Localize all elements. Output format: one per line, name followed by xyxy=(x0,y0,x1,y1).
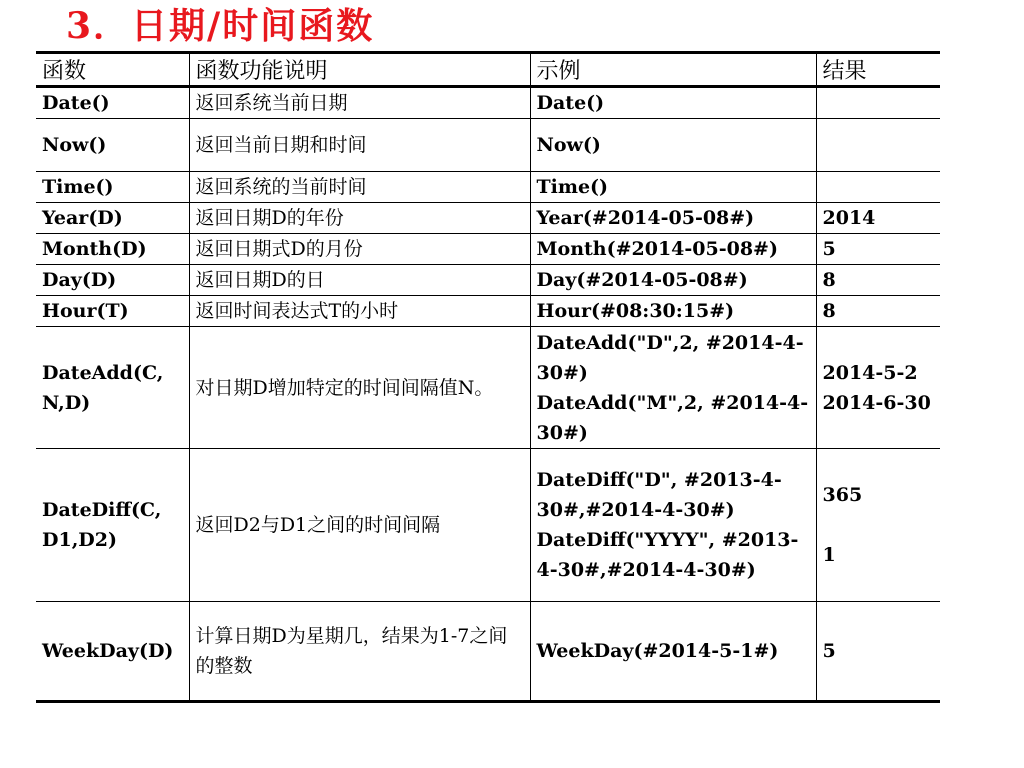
cell-function: Hour(T) xyxy=(36,296,189,327)
cell-description: 返回日期D的年份 xyxy=(189,203,530,234)
cell-function: Time() xyxy=(36,172,189,203)
example-line: DateDiff("D", #2013-4-30#,#2014-4-30#) xyxy=(536,469,782,521)
table-row xyxy=(36,203,940,234)
cell-result xyxy=(816,327,940,449)
result-line: 2014-5-2 xyxy=(822,361,918,384)
cell-description: 返回系统当前日期 xyxy=(189,87,530,119)
slide-title: 3．日期/时间函数 xyxy=(66,5,375,47)
example-line: DateAdd("M",2, #2014-4-30#) xyxy=(536,391,809,444)
table-row xyxy=(36,119,940,172)
table-header-row xyxy=(36,53,940,87)
cell-result xyxy=(816,172,940,203)
cell-description: 返回日期D的日 xyxy=(189,265,530,296)
table-row xyxy=(36,234,940,265)
cell-result: 8 xyxy=(816,296,940,327)
cell-description: 返回D2与D1之间的时间间隔 xyxy=(189,449,530,602)
header-function: 函数 xyxy=(36,53,189,87)
cell-example: Time() xyxy=(530,172,816,203)
cell-description: 返回时间表达式T的小时 xyxy=(189,296,530,327)
cell-example: Hour(#08:30:15#) xyxy=(530,296,816,327)
cell-function: Date() xyxy=(36,87,189,119)
cell-function: DateAdd(C, N,D) xyxy=(36,327,189,449)
cell-result xyxy=(816,449,940,602)
cell-description: 返回当前日期和时间 xyxy=(189,119,530,172)
spacer xyxy=(823,510,935,540)
table-row xyxy=(36,602,940,702)
cell-description: 计算日期D为星期几，结果为1-7之间的整数 xyxy=(189,602,530,702)
example-line: DateDiff("YYYY", #2013-4-30#,#2014-4-30#) xyxy=(536,529,799,581)
cell-function: Now() xyxy=(36,119,189,172)
cell-description: 返回系统的当前时间 xyxy=(189,172,530,203)
cell-result: 8 xyxy=(816,265,940,296)
table-row xyxy=(36,172,940,203)
cell-example xyxy=(530,449,816,602)
header-example: 示例 xyxy=(530,53,816,87)
header-description: 函数功能说明 xyxy=(189,53,530,87)
cell-function: Month(D) xyxy=(36,234,189,265)
cell-example: Date() xyxy=(530,87,816,119)
cell-example: Year(#2014-05-08#) xyxy=(530,203,816,234)
result-line: 365 xyxy=(822,484,863,506)
cell-result: 5 xyxy=(816,602,940,702)
table-row xyxy=(36,265,940,296)
cell-description: 返回日期式D的月份 xyxy=(189,234,530,265)
example-line: DateAdd("D",2, #2014-4-30#) xyxy=(536,331,804,384)
cell-result: 5 xyxy=(816,234,940,265)
cell-function: Day(D) xyxy=(36,265,189,296)
table-row xyxy=(36,296,940,327)
table-row xyxy=(36,327,940,449)
table-row xyxy=(36,87,940,119)
cell-example: Now() xyxy=(530,119,816,172)
result-line: 1 xyxy=(822,544,836,566)
table-row xyxy=(36,449,940,602)
cell-description: 对日期D增加特定的时间间隔值N。 xyxy=(189,327,530,449)
cell-example: WeekDay(#2014-5-1#) xyxy=(530,602,816,702)
cell-example xyxy=(530,327,816,449)
cell-function: DateDiff(C, D1,D2) xyxy=(36,449,189,602)
cell-function: WeekDay(D) xyxy=(36,602,189,702)
cell-result: 2014 xyxy=(816,203,940,234)
result-line: 2014-6-30 xyxy=(822,391,931,414)
function-table xyxy=(36,51,940,703)
cell-result xyxy=(816,87,940,119)
cell-function: Year(D) xyxy=(36,203,189,234)
cell-example: Day(#2014-05-08#) xyxy=(530,265,816,296)
cell-example: Month(#2014-05-08#) xyxy=(530,234,816,265)
header-result: 结果 xyxy=(816,53,940,87)
cell-result xyxy=(816,119,940,172)
